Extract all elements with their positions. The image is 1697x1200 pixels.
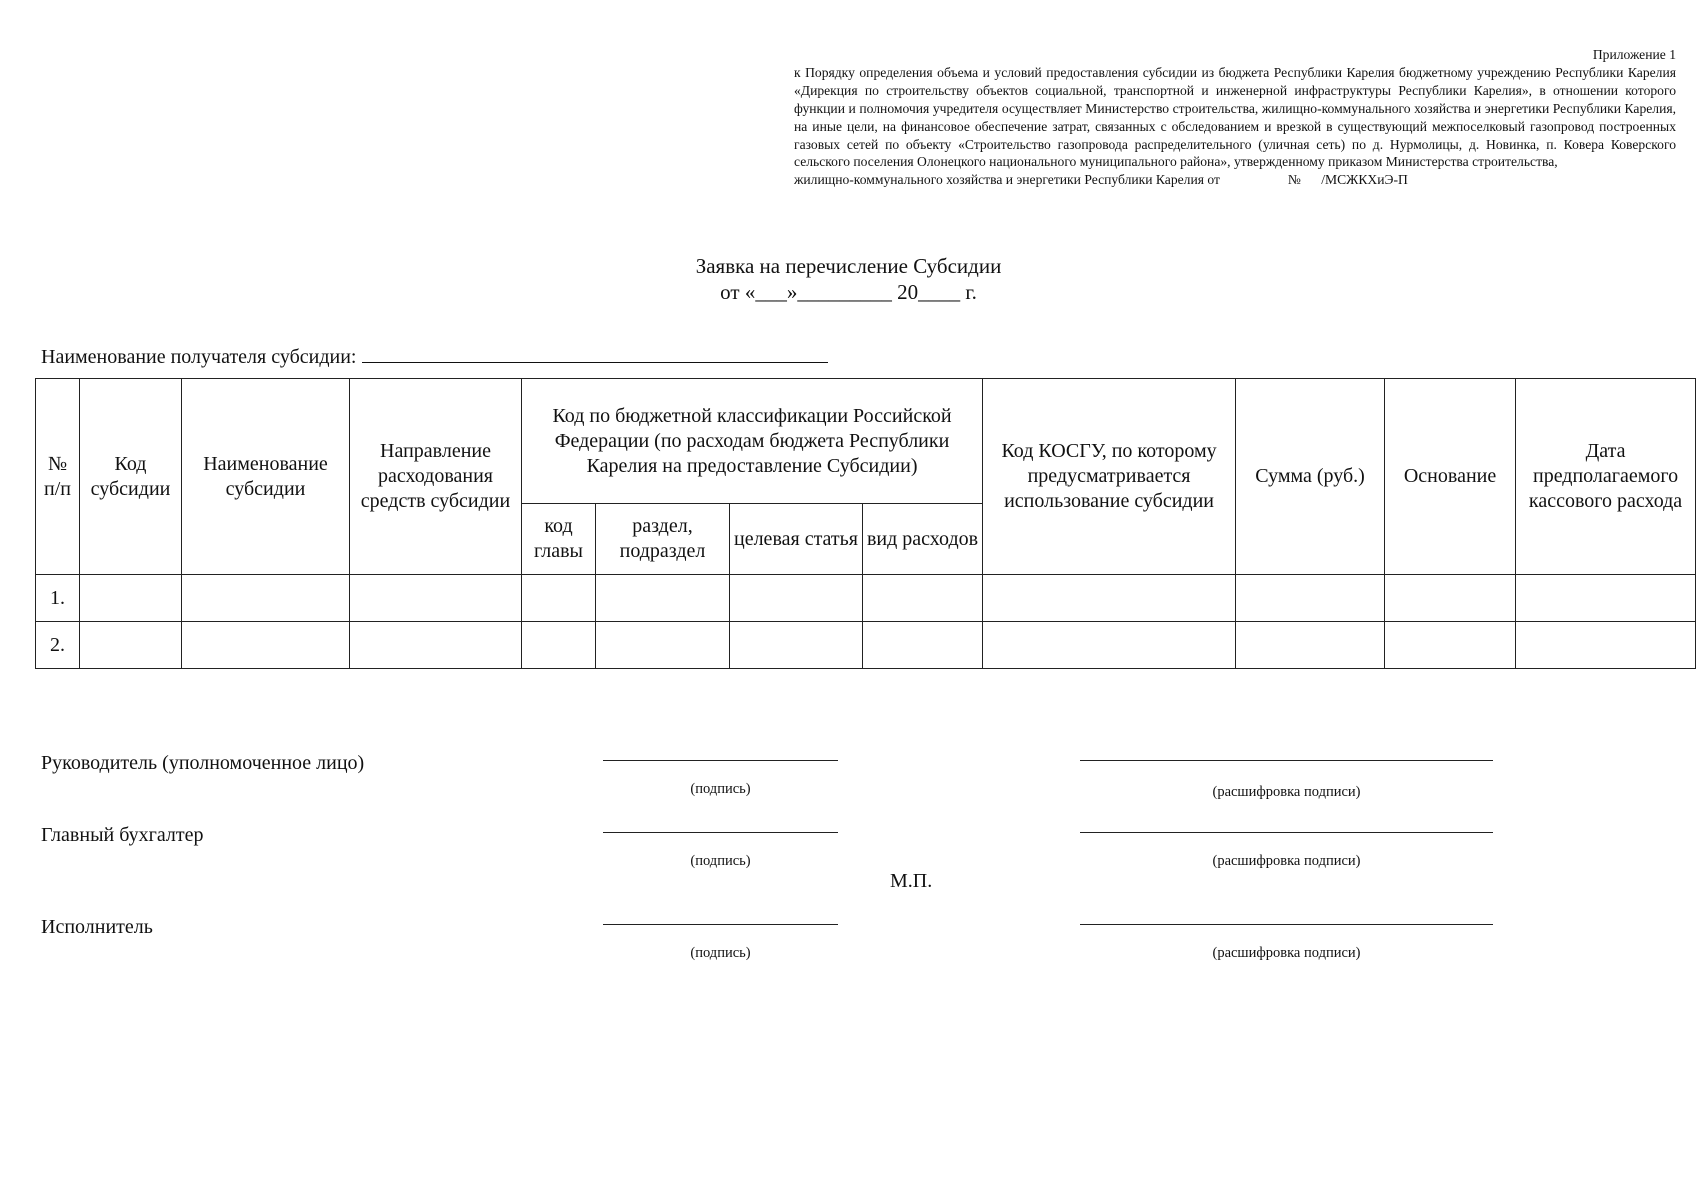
- header-date: Дата предполагаемого кассового расхода: [1516, 379, 1696, 575]
- executor-signature-caption: (подпись): [690, 945, 751, 961]
- table-row: [36, 575, 1696, 622]
- executor-decode-line[interactable]: [1080, 924, 1493, 925]
- subheader-chapter: код главы: [522, 504, 596, 575]
- header-sum: Сумма (руб.): [1236, 379, 1385, 575]
- executor-signature-line[interactable]: [603, 924, 838, 925]
- executor-label: Исполнитель: [41, 916, 153, 938]
- cell[interactable]: [1236, 622, 1385, 669]
- accountant-signature-line[interactable]: [603, 832, 838, 833]
- cell[interactable]: [983, 622, 1236, 669]
- head-decode-line[interactable]: [1080, 760, 1493, 761]
- cell[interactable]: [1516, 622, 1696, 669]
- subheader-section: раздел, подраздел: [596, 504, 730, 575]
- cell[interactable]: [522, 575, 596, 622]
- cell[interactable]: [730, 575, 863, 622]
- head-label: Руководитель (уполномоченное лицо): [41, 752, 365, 774]
- table-row: [36, 622, 1696, 669]
- cell[interactable]: [1236, 575, 1385, 622]
- executor-decode-caption: (расшифровка подписи): [1212, 945, 1361, 961]
- header-budget-code: Код по бюджетной классификации Российской Федерации (по расходам бюджета Республики Карелия на предоставление Субсидии): [522, 379, 983, 504]
- head-signature-caption: (подпись): [690, 781, 751, 797]
- appendix-text: к Порядку определения объема и условий предоставления субсидии из бюджета Республики Карелия бюджетному учреждению Республики Карелия «Дирекция по строительству объектов социальной, транспортной и инженерной инфраструктуры Республики Карелия», в отношении которого функции и полномочия учредителя осуществляет Министерство строительства, жилищно-коммунального хозяйства и энергетики Республики Карелия, на иные цели, на финансовое обеспечение затрат, связанных с обследованием и врезкой в существующий межпоселковый газопровод построенных газовых сетей по объекту «Строительство газопровода распределительного (уличная сеть) по д. Нурмолицы, д. Новинка, п. Ковера Коверского сельского поселения Олонецкого национального муниципального района», утвержденному приказом Министерства строительства,: [794, 64, 1676, 170]
- cell[interactable]: [863, 622, 983, 669]
- cell[interactable]: [182, 622, 350, 669]
- cell[interactable]: [596, 575, 730, 622]
- appendix-last-line: жилищно-коммунального хозяйства и энергетики Республики Карелия от № /МСЖКХиЭ-П: [794, 172, 1408, 188]
- header-name: Наименование субсидии: [182, 379, 350, 575]
- header-num: № п/п: [36, 379, 80, 575]
- cell[interactable]: [80, 575, 182, 622]
- header-direction: Направление расходования средств субсидии: [350, 379, 522, 575]
- cell[interactable]: [1385, 622, 1516, 669]
- cell[interactable]: [522, 622, 596, 669]
- cell[interactable]: [1516, 575, 1696, 622]
- header-basis: Основание: [1385, 379, 1516, 575]
- subheader-target: целевая статья: [730, 504, 863, 575]
- accountant-label: Главный бухгалтер: [41, 824, 204, 846]
- accountant-decode-caption: (расшифровка подписи): [1212, 853, 1361, 869]
- head-signature-line[interactable]: [603, 760, 838, 761]
- document-date-line: от «___»_________ 20____ г.: [720, 280, 977, 304]
- cell[interactable]: [863, 575, 983, 622]
- head-decode-caption: (расшифровка подписи): [1212, 784, 1361, 800]
- cell[interactable]: [730, 622, 863, 669]
- row-number: 1.: [36, 575, 80, 622]
- subheader-type: вид расходов: [863, 504, 983, 575]
- document-title: Заявка на перечисление Субсидии: [695, 254, 1002, 278]
- cell[interactable]: [1385, 575, 1516, 622]
- cell[interactable]: [596, 622, 730, 669]
- recipient-fill-line[interactable]: [362, 342, 828, 363]
- recipient-label: Наименование получателя субсидии:: [41, 346, 357, 368]
- stamp-place: М.П.: [890, 870, 933, 892]
- cell[interactable]: [350, 575, 522, 622]
- subsidy-table: [35, 378, 1696, 669]
- appendix-block: [794, 46, 1676, 189]
- cell[interactable]: [983, 575, 1236, 622]
- header-code: Код субсидии: [80, 379, 182, 575]
- cell[interactable]: [182, 575, 350, 622]
- cell[interactable]: [350, 622, 522, 669]
- cell[interactable]: [80, 622, 182, 669]
- recipient-row: [41, 342, 828, 369]
- header-kosgu: Код КОСГУ, по которому предусматривается использование субсидии: [983, 379, 1236, 575]
- accountant-decode-line[interactable]: [1080, 832, 1493, 833]
- appendix-title: Приложение 1: [1592, 47, 1676, 62]
- row-number: 2.: [36, 622, 80, 669]
- accountant-signature-caption: (подпись): [690, 853, 751, 869]
